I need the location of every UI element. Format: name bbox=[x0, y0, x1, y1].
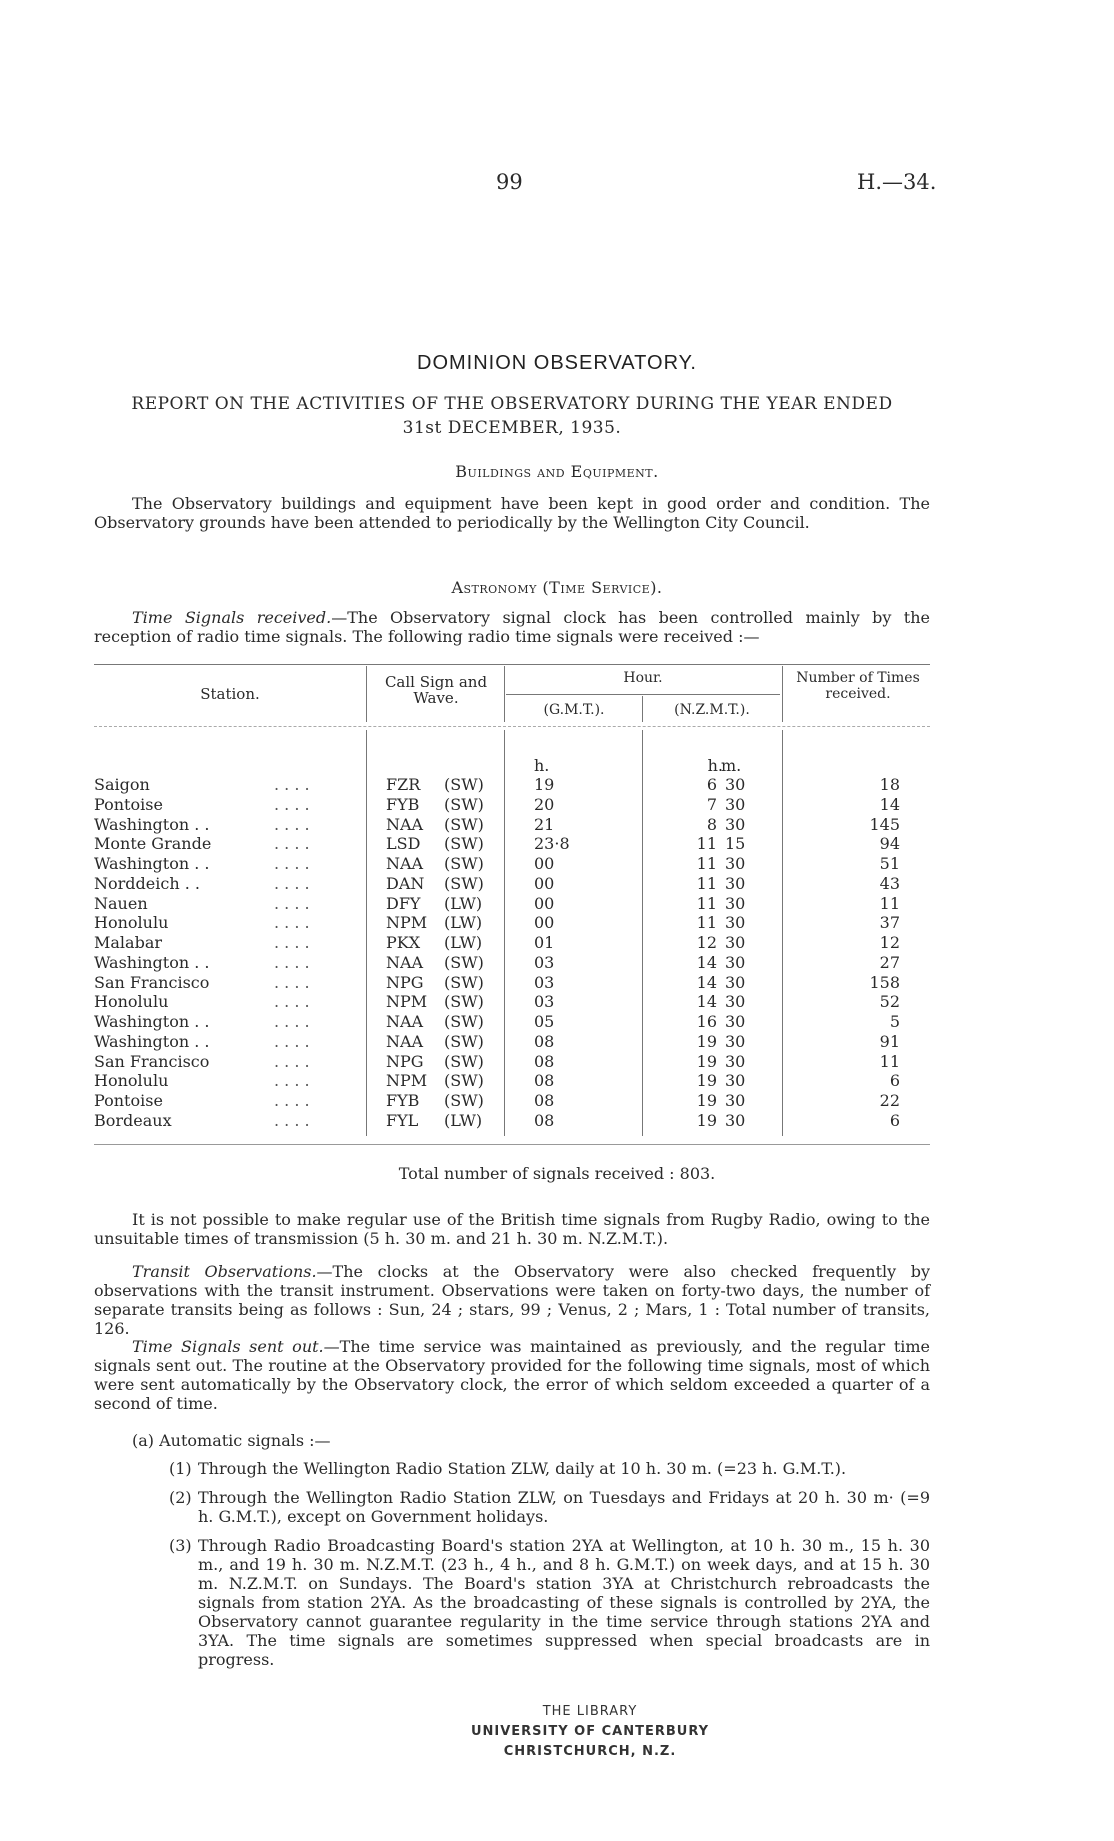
total-signals: Total number of signals received : 803. bbox=[398, 1164, 716, 1183]
nzmt-hour-cell: 12 bbox=[696, 933, 717, 952]
station-cell: San Francisco bbox=[94, 1051, 210, 1071]
table-row bbox=[94, 795, 930, 815]
table-divider bbox=[782, 666, 783, 722]
times-received-cell: 158 bbox=[869, 972, 900, 992]
leader-dots: . . . . bbox=[274, 1012, 310, 1031]
time-signals-received-lead: Time Signals received. bbox=[132, 608, 332, 627]
stamp-line-2: UNIVERSITY OF CANTERBURY bbox=[470, 1724, 710, 1739]
nzmt-minute-cell: 30 bbox=[725, 1091, 746, 1110]
wave-cell: (LW) bbox=[444, 893, 483, 913]
signal-list-item bbox=[169, 1459, 930, 1478]
buildings-paragraph: The Observatory buildings and equipment have been kept in good order and condition. The Observatory grounds have been attended to periodically by the Wellington City Council. bbox=[94, 494, 930, 532]
leader-dots: . . . . bbox=[274, 854, 310, 873]
nzmt-hour-cell: 11 bbox=[696, 873, 717, 893]
header-hour: Hour. bbox=[623, 670, 663, 686]
nzmt-minute-cell: 15 bbox=[725, 834, 746, 854]
subtitle-line-1: REPORT ON THE ACTIVITIES OF THE OBSERVATORY DURING THE YEAR ENDED bbox=[131, 394, 893, 414]
station-cell: Honolulu bbox=[94, 913, 169, 933]
call-sign-cell: FYL bbox=[386, 1110, 419, 1130]
nzmt-hour-cell: 6 bbox=[706, 775, 717, 794]
times-received-cell: 6 bbox=[889, 1110, 900, 1130]
station-cell: Honolulu bbox=[94, 992, 169, 1012]
nzmt-minute-cell: 30 bbox=[725, 775, 746, 794]
nzmt-hour-cell: 14 bbox=[696, 952, 717, 972]
nzmt-minute-cell: 30 bbox=[725, 1031, 746, 1051]
call-sign-cell: FZR bbox=[386, 775, 421, 794]
nzmt-minute-cell: 30 bbox=[725, 814, 746, 834]
nzmt-minute-cell: 30 bbox=[725, 1051, 746, 1071]
table-row bbox=[94, 874, 930, 894]
document-title: DOMINION OBSERVATORY. bbox=[417, 352, 697, 374]
subtitle-line-2: 31st DECEMBER, 1935. bbox=[402, 418, 622, 438]
wave-cell: (LW) bbox=[444, 933, 483, 952]
leader-dots: . . . . bbox=[274, 834, 310, 854]
table-bottom-rule bbox=[94, 1144, 930, 1145]
wave-cell: (SW) bbox=[444, 1091, 484, 1110]
time-signals-table bbox=[94, 664, 930, 1149]
wave-cell: (SW) bbox=[444, 1012, 484, 1031]
times-received-cell: 94 bbox=[879, 834, 900, 854]
wave-cell: (SW) bbox=[444, 992, 484, 1012]
nzmt-minute-cell: 30 bbox=[725, 913, 746, 933]
units-row bbox=[94, 756, 930, 776]
unit-nzmt-hours: h. bbox=[707, 756, 723, 775]
station-cell: Nauen bbox=[94, 893, 148, 913]
table-row bbox=[94, 775, 930, 795]
wave-cell: (LW) bbox=[444, 1110, 483, 1130]
nzmt-minute-cell: 30 bbox=[725, 893, 746, 913]
stamp-line-1: THE LIBRARY bbox=[542, 1704, 638, 1719]
wave-cell: (SW) bbox=[444, 854, 484, 873]
time-signals-received-text: —The Observatory signal clock has been controlled mainly by the reception of radio time signals. The following radio time signals were received :— bbox=[94, 608, 931, 646]
automatic-signals-heading: (a) Automatic signals :— bbox=[132, 1431, 331, 1450]
nzmt-hour-cell: 16 bbox=[696, 1012, 717, 1031]
call-sign-cell: NAA bbox=[386, 814, 424, 834]
gmt-hour-cell: 20 bbox=[534, 794, 555, 814]
nzmt-hour-cell: 19 bbox=[696, 1071, 717, 1091]
times-received-cell: 5 bbox=[889, 1012, 900, 1031]
times-received-cell: 12 bbox=[879, 933, 900, 952]
table-row bbox=[94, 973, 930, 993]
nzmt-minute-cell: 30 bbox=[725, 1110, 746, 1130]
document-reference: H.—34. bbox=[857, 170, 937, 194]
leader-dots: . . . . bbox=[274, 893, 310, 913]
times-received-cell: 22 bbox=[879, 1091, 900, 1110]
station-cell: San Francisco bbox=[94, 972, 210, 992]
nzmt-minute-cell: 30 bbox=[725, 992, 746, 1012]
times-received-cell: 11 bbox=[879, 1051, 900, 1071]
page-number: 99 bbox=[496, 170, 523, 194]
call-sign-cell: NPM bbox=[386, 1071, 428, 1091]
times-received-cell: 27 bbox=[879, 952, 900, 972]
gmt-hour-cell: 08 bbox=[534, 1071, 555, 1091]
gmt-hour-cell: 19 bbox=[534, 775, 555, 794]
gmt-hour-cell: 00 bbox=[534, 854, 555, 873]
times-received-cell: 145 bbox=[869, 814, 900, 834]
signals-sent-lead: Time Signals sent out. bbox=[132, 1337, 324, 1356]
nzmt-minute-cell: 30 bbox=[725, 972, 746, 992]
station-cell: Bordeaux bbox=[94, 1110, 172, 1130]
nzmt-hour-cell: 8 bbox=[706, 814, 717, 834]
nzmt-hour-cell: 19 bbox=[696, 1091, 717, 1110]
leader-dots: . . . . bbox=[274, 1091, 310, 1110]
signal-list-item bbox=[169, 1488, 930, 1526]
nzmt-minute-cell: 30 bbox=[725, 933, 746, 952]
station-cell: Washington . . bbox=[94, 814, 210, 834]
gmt-hour-cell: 08 bbox=[534, 1031, 555, 1051]
nzmt-minute-cell: 30 bbox=[725, 794, 746, 814]
nzmt-hour-cell: 19 bbox=[696, 1031, 717, 1051]
wave-cell: (SW) bbox=[444, 834, 484, 854]
call-sign-cell: NAA bbox=[386, 952, 424, 972]
wave-cell: (SW) bbox=[444, 873, 484, 893]
station-cell: Pontoise bbox=[94, 1091, 163, 1110]
call-sign-cell: PKX bbox=[386, 933, 421, 952]
gmt-hour-cell: 03 bbox=[534, 992, 555, 1012]
call-sign-cell: NAA bbox=[386, 854, 424, 873]
unit-gmt-hours: h. bbox=[534, 756, 550, 775]
leader-dots: . . . . bbox=[274, 1110, 310, 1130]
call-sign-cell: NPM bbox=[386, 913, 428, 933]
table-row bbox=[94, 1052, 930, 1072]
gmt-hour-cell: 03 bbox=[534, 952, 555, 972]
list-label: (2) bbox=[169, 1488, 192, 1507]
transit-text: —The clocks at the Observatory were also checked frequently by observations with the transit instrument. Observations were taken on forty-two days, the number of separate transits being as follows : Sun, 24 ; stars, 99 ; Venus, 2 ; Mars, 1 : Total number of transits, 126. bbox=[94, 1262, 930, 1338]
call-sign-cell: FYB bbox=[386, 794, 420, 814]
table-divider bbox=[366, 666, 367, 722]
signal-list-item bbox=[169, 1536, 930, 1669]
header-nzmt: (N.Z.M.T.). bbox=[674, 702, 750, 718]
times-received-cell: 14 bbox=[879, 794, 900, 814]
call-sign-cell: FYB bbox=[386, 1091, 420, 1110]
station-cell: Washington . . bbox=[94, 854, 210, 873]
wave-cell: (SW) bbox=[444, 1071, 484, 1091]
gmt-hour-cell: 01 bbox=[534, 933, 555, 952]
stamp-line-3: CHRISTCHURCH, N.Z. bbox=[503, 1744, 677, 1759]
nzmt-minute-cell: 30 bbox=[725, 854, 746, 873]
call-sign-cell: NAA bbox=[386, 1012, 424, 1031]
nzmt-hour-cell: 14 bbox=[696, 992, 717, 1012]
station-cell: Malabar bbox=[94, 933, 163, 952]
header-station: Station. bbox=[200, 685, 260, 703]
leader-dots: . . . . bbox=[274, 775, 310, 794]
times-received-cell: 18 bbox=[879, 775, 900, 794]
header-bottom-rule bbox=[94, 726, 930, 727]
times-received-cell: 52 bbox=[879, 992, 900, 1012]
table-row bbox=[94, 894, 930, 914]
buildings-heading: Buildings and Equipment. bbox=[455, 462, 659, 481]
table-row bbox=[94, 834, 930, 854]
nzmt-hour-cell: 11 bbox=[696, 834, 717, 854]
times-received-cell: 6 bbox=[889, 1071, 900, 1091]
transit-paragraph bbox=[94, 1262, 930, 1338]
list-text: Through the Wellington Radio Station ZLW, on Tuesdays and Fridays at 20 h. 30 m· (=9 h. G.M.T.), except on Government holidays. bbox=[198, 1488, 930, 1526]
leader-dots: . . . . bbox=[274, 972, 310, 992]
table-row bbox=[94, 1012, 930, 1032]
leader-dots: . . . . bbox=[274, 794, 310, 814]
call-sign-cell: DAN bbox=[386, 873, 425, 893]
table-divider bbox=[642, 696, 643, 722]
gmt-hour-cell: 21 bbox=[534, 814, 555, 834]
nzmt-minute-cell: 30 bbox=[725, 1071, 746, 1091]
leader-dots: . . . . bbox=[274, 1051, 310, 1071]
times-received-cell: 51 bbox=[879, 854, 900, 873]
wave-cell: (SW) bbox=[444, 952, 484, 972]
call-sign-cell: NPG bbox=[386, 1051, 424, 1071]
gmt-hour-cell: 08 bbox=[534, 1110, 555, 1130]
nzmt-minute-cell: 30 bbox=[725, 952, 746, 972]
library-stamp bbox=[440, 1702, 740, 1762]
list-label: (1) bbox=[169, 1459, 192, 1478]
wave-cell: (SW) bbox=[444, 1031, 484, 1051]
table-top-rule bbox=[94, 664, 930, 665]
call-sign-cell: LSD bbox=[386, 834, 421, 854]
nzmt-hour-cell: 11 bbox=[696, 893, 717, 913]
wave-cell: (SW) bbox=[444, 1051, 484, 1071]
list-label: (3) bbox=[169, 1536, 192, 1555]
leader-dots: . . . . bbox=[274, 873, 310, 893]
station-cell: Washington . . bbox=[94, 1031, 210, 1051]
gmt-hour-cell: 23·8 bbox=[534, 834, 570, 854]
nzmt-minute-cell: 30 bbox=[725, 1012, 746, 1031]
leader-dots: . . . . bbox=[274, 933, 310, 952]
table-row bbox=[94, 1071, 930, 1091]
gmt-hour-cell: 00 bbox=[534, 873, 555, 893]
times-received-cell: 11 bbox=[879, 893, 900, 913]
signals-sent-paragraph bbox=[94, 1337, 930, 1413]
station-cell: Saigon bbox=[94, 775, 150, 794]
signals-sent-text: —The time service was maintained as previously, and the regular time signals sent out. The routine at the Observatory provided for the following time signals, most of which were sent automatically by the Observatory clock, the error of which seldom exceeded a quarter of a second of time. bbox=[94, 1337, 931, 1413]
leader-dots: . . . . bbox=[274, 1071, 310, 1091]
station-cell: Monte Grande bbox=[94, 834, 212, 854]
station-cell: Washington . . bbox=[94, 1012, 210, 1031]
nzmt-hour-cell: 7 bbox=[706, 794, 717, 814]
table-row bbox=[94, 953, 930, 973]
leader-dots: . . . . bbox=[274, 814, 310, 834]
call-sign-cell: NAA bbox=[386, 1031, 424, 1051]
call-sign-cell: DFY bbox=[386, 893, 421, 913]
wave-cell: (LW) bbox=[444, 913, 483, 933]
nzmt-hour-cell: 14 bbox=[696, 972, 717, 992]
table-row bbox=[94, 1091, 930, 1111]
times-received-cell: 43 bbox=[879, 873, 900, 893]
nzmt-hour-cell: 11 bbox=[696, 913, 717, 933]
gmt-hour-cell: 08 bbox=[534, 1091, 555, 1110]
station-cell: Norddeich . . bbox=[94, 873, 200, 893]
rugby-paragraph: It is not possible to make regular use of the British time signals from Rugby Radio, owing to the unsuitable times of transmission (5 h. 30 m. and 21 h. 30 m. N.Z.M.T.). bbox=[94, 1210, 930, 1248]
times-received-cell: 91 bbox=[879, 1031, 900, 1051]
leader-dots: . . . . bbox=[274, 992, 310, 1012]
leader-dots: . . . . bbox=[274, 1031, 310, 1051]
header-call-sign: Call Sign and Wave. bbox=[384, 673, 488, 707]
leader-dots: . . . . bbox=[274, 952, 310, 972]
nzmt-hour-cell: 11 bbox=[696, 854, 717, 873]
table-row bbox=[94, 913, 930, 933]
gmt-hour-cell: 03 bbox=[534, 972, 555, 992]
call-sign-cell: NPG bbox=[386, 972, 424, 992]
nzmt-hour-cell: 19 bbox=[696, 1110, 717, 1130]
table-row bbox=[94, 815, 930, 835]
gmt-hour-cell: 05 bbox=[534, 1012, 555, 1031]
nzmt-minute-cell: 30 bbox=[725, 873, 746, 893]
wave-cell: (SW) bbox=[444, 814, 484, 834]
table-row bbox=[94, 1032, 930, 1052]
call-sign-cell: NPM bbox=[386, 992, 428, 1012]
times-received-cell: 37 bbox=[879, 913, 900, 933]
time-signals-received-paragraph bbox=[94, 608, 930, 646]
table-row bbox=[94, 854, 930, 874]
table-row bbox=[94, 992, 930, 1012]
station-cell: Pontoise bbox=[94, 794, 163, 814]
gmt-hour-cell: 00 bbox=[534, 913, 555, 933]
list-text: Through the Wellington Radio Station ZLW, daily at 10 h. 30 m. (=23 h. G.M.T.). bbox=[198, 1459, 847, 1478]
table-row bbox=[94, 933, 930, 953]
table-row bbox=[94, 1111, 930, 1131]
gmt-hour-cell: 00 bbox=[534, 893, 555, 913]
leader-dots: . . . . bbox=[274, 913, 310, 933]
document-subtitle bbox=[94, 392, 930, 440]
wave-cell: (SW) bbox=[444, 775, 484, 794]
astronomy-heading: Astronomy (Time Service). bbox=[451, 578, 663, 597]
wave-cell: (SW) bbox=[444, 794, 484, 814]
station-cell: Honolulu bbox=[94, 1071, 169, 1091]
wave-cell: (SW) bbox=[444, 972, 484, 992]
hour-subheader-rule bbox=[506, 694, 780, 695]
table-divider bbox=[504, 666, 505, 722]
nzmt-hour-cell: 19 bbox=[696, 1051, 717, 1071]
header-number-received: Number of Times received. bbox=[796, 670, 920, 702]
unit-nzmt-minutes: m. bbox=[721, 756, 742, 775]
station-cell: Washington . . bbox=[94, 952, 210, 972]
list-text: Through Radio Broadcasting Board's station 2YA at Wellington, at 10 h. 30 m., 15 h. 30 m., and 19 h. 30 m. N.Z.M.T. (23 h., 4 h., and 8 h. G.M.T.) on week days, and at 15 h. 30 m. N.Z.M.T. on Sundays. The Board's station 3YA at Christchurch rebroadcasts the signals from station 2YA. As the broadcasting of these signals is controlled by 2YA, the Observatory cannot guarantee regularity in the time service through stations 2YA and 3YA. The time signals are sometimes suppressed when special broadcasts are in progress. bbox=[198, 1536, 930, 1669]
transit-lead: Transit Observations. bbox=[132, 1262, 317, 1281]
header-gmt: (G.M.T.). bbox=[543, 702, 605, 718]
gmt-hour-cell: 08 bbox=[534, 1051, 555, 1071]
